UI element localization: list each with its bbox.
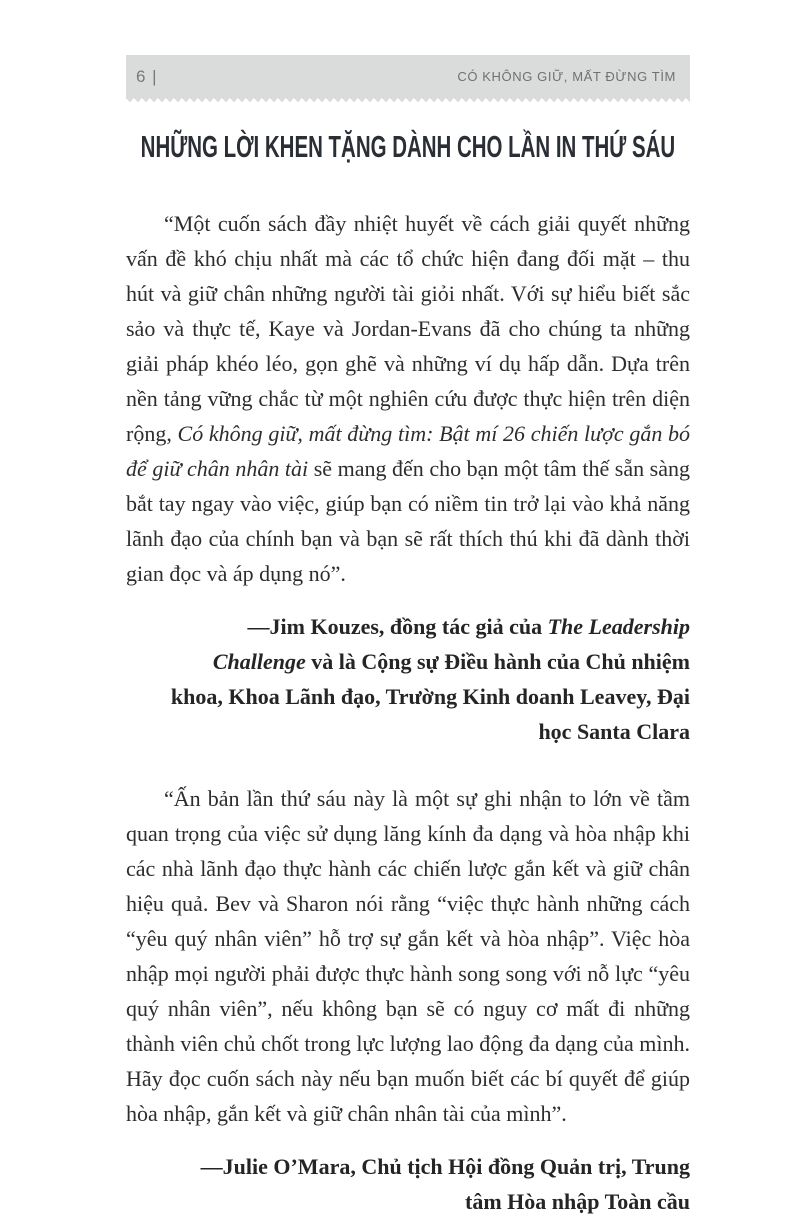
page-number: 6 | (136, 66, 158, 86)
quote1-text: “Một cuốn sách đầy nhiệt huyết về cách giải quyết những vấn đề khó chịu nhất mà các tổ chức hiện đang đối mặt – thu hút và giữ chân những người tài giỏi nhất. Với sự hiểu biết sắc sảo và thực tế, Kaye và Jordan-Evans đã cho chúng ta những giải pháp khéo léo, gọn ghẽ và những ví dụ hấp dẫn. Dựa trên nền tảng vững chắc từ một nghiên cứu được thực hiện trên diện rộng, (126, 211, 690, 446)
attribution1-name: —Jim Kouzes, đồng tác giả của (247, 614, 548, 639)
quote1-text-end: sẽ mang đến cho bạn một tâm thế sẵn sàng bắt tay ngay vào việc, giúp bạn có niềm tin trở lại vào khả năng lãnh đạo của chính bạn và bạn sẽ rất thích thú khi đã dành thời gian đọc và áp dụng nó”. (126, 456, 690, 586)
praise-quote-1 (126, 206, 690, 591)
page-header-band (126, 55, 690, 98)
running-title: CÓ KHÔNG GIỮ, MẤT ĐỪNG TÌM (457, 69, 676, 84)
quote2-attribution (126, 1149, 690, 1219)
quote1-attribution (126, 609, 690, 749)
attribution2-name: —Julie O’Mara, Chủ tịch Hội đồng Quản trị, Trung tâm Hòa nhập Toàn cầu (200, 1154, 690, 1214)
book-page (126, 0, 690, 1219)
chapter-title-text: NHỮNG LỜI KHEN TẶNG DÀNH CHO LẦN IN THỨ SÁU (140, 129, 676, 164)
quote2-text: “Ấn bản lần thứ sáu này là một sự ghi nhận to lớn về tầm quan trọng của việc sử dụng lăng kính đa dạng và hòa nhập khi các nhà lãnh đạo thực hành các chiến lược gắn kết và giữ chân hiệu quả. Bev và Sharon nói rằng “việc thực hành những cách “yêu quý nhân viên” hỗ trợ sự gắn kết và hòa nhập”. Việc hòa nhập mọi người phải được thực hành song song với nỗ lực “yêu quý nhân viên”, nếu không bạn sẽ có nguy cơ mất đi những thành viên chủ chốt trong lực lượng lao động đa dạng của mình. Hãy đọc cuốn sách này nếu bạn muốn biết các bí quyết để giúp hòa nhập, gắn kết và giữ chân nhân tài của mình”. (126, 786, 690, 1126)
chapter-title (126, 129, 690, 165)
attribution1-role: và là Cộng sự Điều hành của Chủ nhiệm khoa, Khoa Lãnh đạo, Trường Kinh doanh Leavey, Đại học Santa Clara (170, 649, 690, 744)
attribution1-book-title: The Leadership Challenge (212, 614, 690, 674)
praise-quote-2 (126, 781, 690, 1131)
quote1-book-title: Có không giữ, mất đừng tìm: Bật mí 26 chiến lược gắn bó để giữ chân nhân tài (126, 421, 691, 481)
